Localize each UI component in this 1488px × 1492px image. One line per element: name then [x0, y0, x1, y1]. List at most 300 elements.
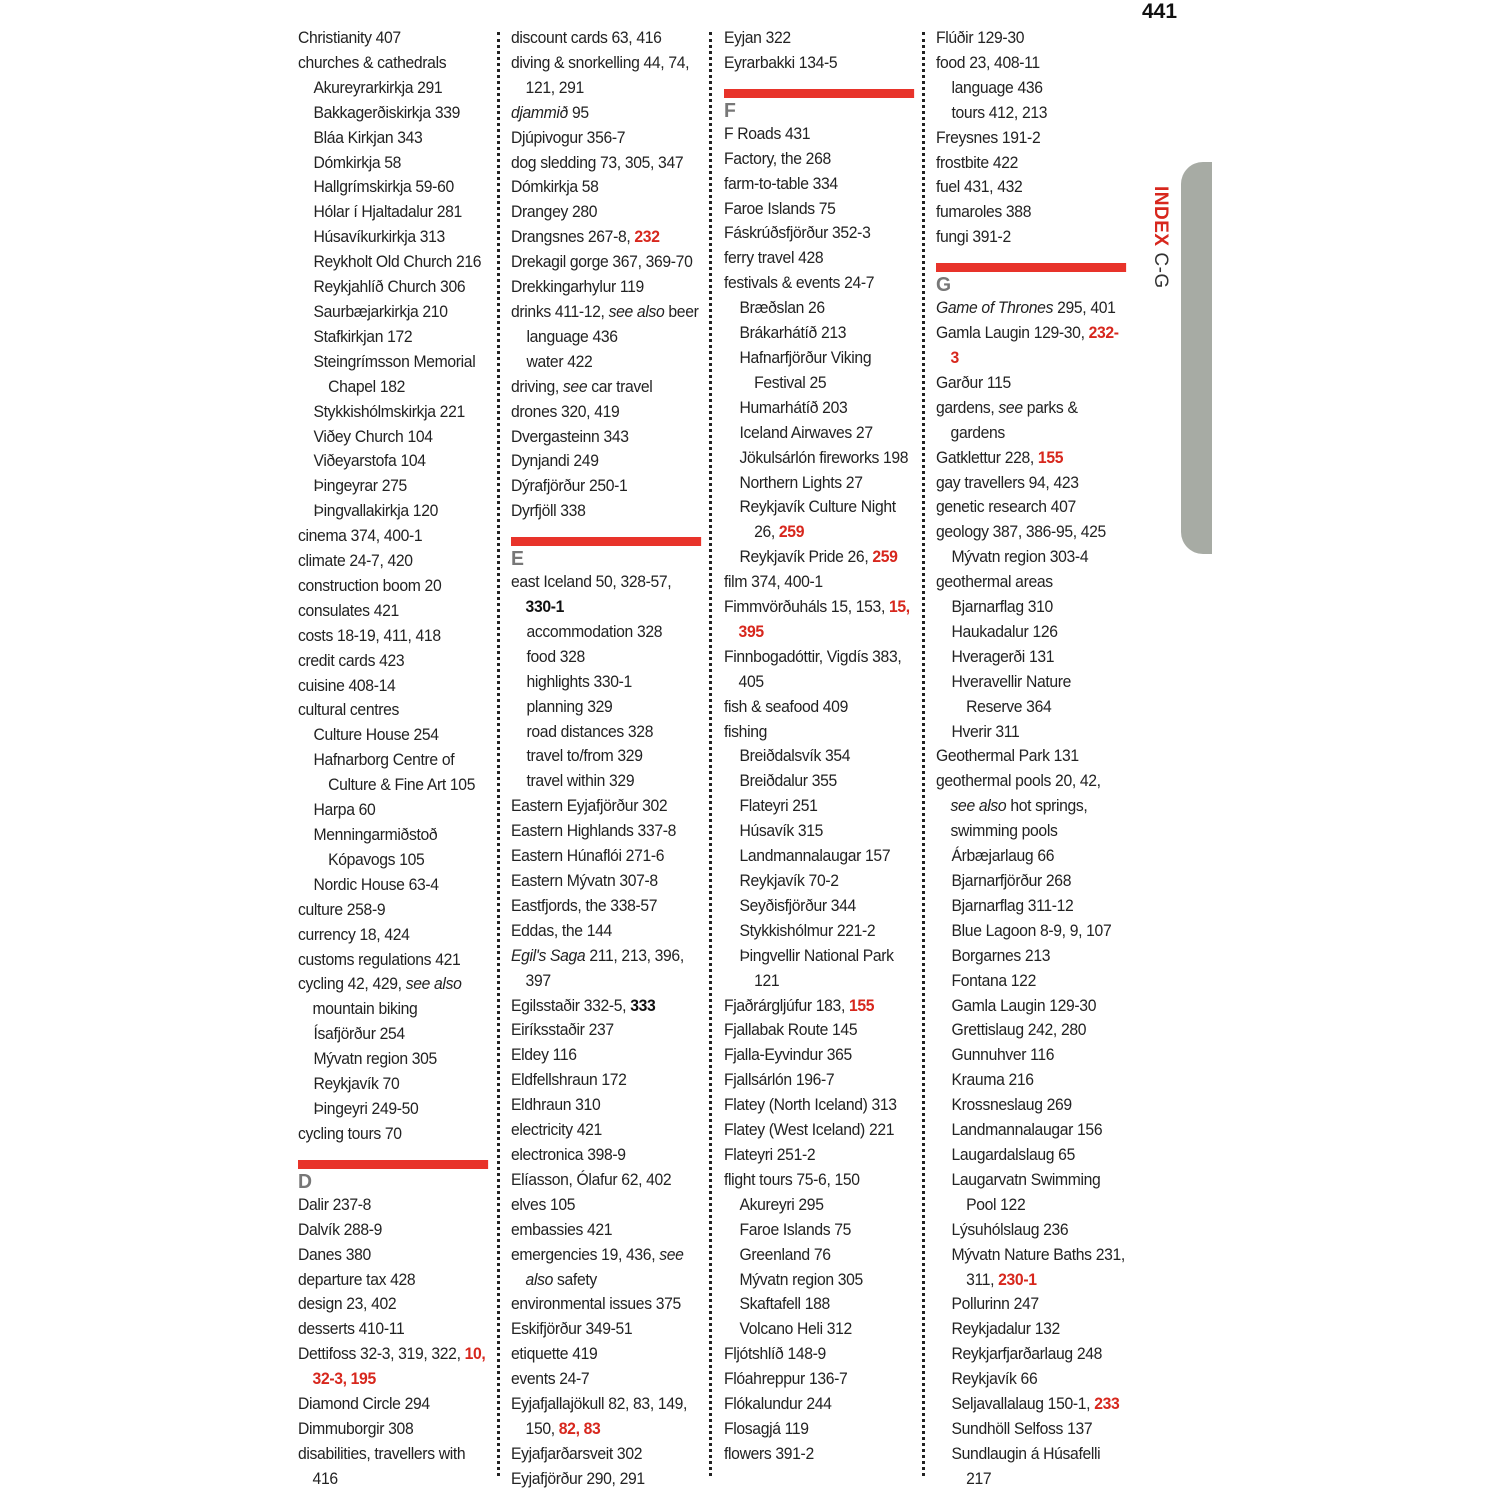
- index-entry: [936, 1043, 1126, 1068]
- page-number: 441: [1142, 0, 1178, 23]
- index-entry: [298, 1268, 488, 1293]
- index-entry: [298, 1097, 488, 1122]
- entry-text: Drekkingarhylur 119: [511, 278, 644, 297]
- entry-text: film 374, 400-1: [724, 573, 823, 592]
- entry-text: Eastern Highlands 337-8: [511, 822, 677, 841]
- index-entry: [724, 545, 914, 570]
- index-entry: [511, 1118, 701, 1143]
- cross-reference: see: [998, 398, 1023, 417]
- index-entry: [936, 175, 1126, 200]
- index-entry: [936, 1442, 1126, 1492]
- entry-text: Fjaðrárgljúfur 183,: [724, 996, 850, 1015]
- entry-text: Reykjavík 70-2: [739, 872, 839, 890]
- index-entry: [298, 1392, 488, 1417]
- entry-text: Stykkishólmur 221-2: [739, 921, 876, 940]
- entry-text: Faroe Islands 75: [739, 1220, 852, 1239]
- index-entry: [298, 873, 488, 898]
- index-entry: [936, 869, 1126, 894]
- index-entry: [511, 175, 701, 200]
- index-entry: [724, 1417, 914, 1442]
- index-entry: [936, 969, 1126, 994]
- entry-text: embassies 421: [511, 1220, 613, 1239]
- entry-text: Fimmvörðuháls 15, 153,: [724, 598, 889, 617]
- entry-text: geothermal areas: [936, 573, 1053, 592]
- index-entry: [724, 919, 914, 944]
- entry-text: Eldfellshraun 172: [511, 1071, 627, 1090]
- entry-text: Faroe Islands 75: [724, 199, 836, 218]
- index-entry: [298, 474, 488, 499]
- entry-text: Dómkirkja 58: [313, 153, 402, 172]
- entry-text: Þingvallakirkja 120: [313, 502, 438, 521]
- index-entry: [298, 1417, 488, 1442]
- entry-text: Culture House 254: [313, 726, 439, 745]
- entry-text: Eyrarbakki 134-5: [724, 53, 838, 72]
- ref-separator: ,: [342, 1370, 351, 1389]
- cross-reference: see also: [405, 975, 462, 994]
- index-entry: [298, 300, 488, 325]
- entry-text: Eastern Eyjafjörður 302: [511, 797, 668, 816]
- index-entry: [511, 1043, 701, 1068]
- entry-text: accommodation 328: [526, 622, 663, 641]
- entry-text: Brákarhátíð 213: [739, 324, 847, 343]
- entry-text: Reykjavík 66: [951, 1370, 1038, 1389]
- index-entry: [298, 1442, 488, 1492]
- index-entry: [724, 720, 914, 745]
- entry-text: environmental issues 375: [511, 1295, 681, 1314]
- entry-text: Dynjandi 249: [511, 452, 599, 471]
- index-entry: [511, 1068, 701, 1093]
- entry-text: Blue Lagoon 8-9, 9, 107: [951, 921, 1112, 940]
- entry-text: flowers 391-2: [724, 1444, 814, 1463]
- entry-text: Viðey Church 104: [313, 427, 433, 446]
- photo-page-ref: 83: [583, 1419, 601, 1438]
- index-entry: [511, 570, 701, 620]
- entry-text: Danes 380: [298, 1245, 371, 1264]
- cross-reference-target: hot springs, swimming pools: [950, 797, 1088, 841]
- index-entry: [936, 446, 1126, 471]
- entry-text: Northern Lights 27: [739, 473, 863, 492]
- entry-text: Þingeyri 249-50: [313, 1099, 419, 1118]
- entry-text: Flúðir 129-30: [936, 29, 1025, 47]
- section-divider-bar: [936, 263, 1126, 272]
- map-page-ref: 330-1: [525, 598, 565, 617]
- index-entry: [298, 425, 488, 450]
- index-entry: [936, 844, 1126, 869]
- index-entry: [511, 720, 701, 745]
- entry-text: Borgarnes 213: [951, 946, 1051, 965]
- index-entry: [511, 894, 701, 919]
- photo-page-ref: 32-3: [312, 1370, 343, 1389]
- entry-text: Hveravellir Nature Reserve 364: [951, 672, 1072, 716]
- entry-text: Iceland Airwaves 27: [739, 423, 873, 442]
- entry-text: Djúpivogur 356-7: [511, 128, 626, 147]
- entry-text: Eyjafjörður 290, 291: [511, 1469, 645, 1488]
- entry-text: events 24-7: [511, 1370, 590, 1389]
- index-entry: [936, 26, 1126, 51]
- index-entry: [936, 396, 1126, 446]
- index-column-1: [298, 26, 488, 1492]
- photo-page-ref: 195: [350, 1370, 376, 1389]
- index-entry: [298, 1317, 488, 1342]
- entry-text: Fontana 122: [951, 971, 1036, 990]
- index-entry: [936, 296, 1126, 321]
- index-entry: [298, 126, 488, 151]
- index-entry: [936, 471, 1126, 496]
- entry-text: genetic research 407: [936, 498, 1076, 517]
- entry-text: Menningarmiðstoð Kópavogs 105: [313, 826, 438, 869]
- entry-text: fishing: [724, 722, 768, 741]
- index-entry: [936, 1392, 1126, 1417]
- index-entry: [511, 400, 701, 425]
- index-entry: [936, 1068, 1126, 1093]
- index-entry: [724, 1193, 914, 1218]
- index-entry: [724, 1018, 914, 1043]
- entry-text: Eastern Mývatn 307-8: [511, 872, 658, 890]
- entry-text: Dómkirkja 58: [511, 178, 599, 197]
- cross-reference: see also: [608, 302, 665, 321]
- index-entry: [298, 200, 488, 225]
- index-entry: [936, 1317, 1126, 1342]
- index-entry: [511, 1018, 701, 1043]
- index-entry: [724, 1093, 914, 1118]
- index-column-3: [724, 26, 914, 1467]
- index-entry: [298, 923, 488, 948]
- entry-text: Reykjarfjarðarlaug 248: [951, 1345, 1103, 1364]
- index-entry: [298, 101, 488, 126]
- index-entry: [511, 944, 701, 994]
- index-entry: [724, 446, 914, 471]
- index-entry: [298, 948, 488, 973]
- entry-text: Haukadalur 126: [951, 622, 1058, 641]
- cross-reference-target: mountain biking: [312, 1000, 418, 1019]
- index-entry: [936, 495, 1126, 520]
- entry-text: geology 387, 386-95, 425: [936, 523, 1106, 542]
- entry-text: Laugardalslaug 65: [951, 1145, 1075, 1164]
- entry-text: Geothermal Park 131: [936, 747, 1079, 766]
- index-entry: [724, 172, 914, 197]
- entry-text: Gamla Laugin 129-30,: [936, 324, 1089, 343]
- index-entry: [724, 1268, 914, 1293]
- entry-text: flight tours 75-6, 150: [724, 1170, 860, 1189]
- index-entry: [298, 400, 488, 425]
- index-entry: [936, 994, 1126, 1019]
- section-divider-bar: [724, 89, 914, 98]
- entry-text: Jökulsárlón fireworks 198: [739, 448, 909, 467]
- index-entry: [511, 844, 701, 869]
- entry-text: Húsavík 315: [739, 822, 824, 841]
- index-entry: [936, 919, 1126, 944]
- index-entry: [298, 898, 488, 923]
- index-entry: [936, 620, 1126, 645]
- section-letter: E: [511, 548, 524, 571]
- entry-text: Landmannalaugar 156: [951, 1121, 1103, 1140]
- entry-text: ferry travel 428: [724, 249, 824, 268]
- entry-text: Lýsuhólslaug 236: [951, 1220, 1069, 1239]
- index-entry: [298, 972, 488, 1022]
- entry-text: Elíasson, Ólafur 62, 402: [511, 1170, 672, 1189]
- index-entry: [298, 1243, 488, 1268]
- entry-text: Christianity 407: [298, 29, 401, 47]
- index-entry: [511, 869, 701, 894]
- index-entry: [511, 300, 701, 325]
- index-entry: [724, 944, 914, 994]
- entry-text: Dimmuborgir 308: [298, 1419, 414, 1438]
- index-entry: [724, 1218, 914, 1243]
- index-entry: [511, 1243, 701, 1293]
- index-entry: [298, 574, 488, 599]
- entry-text: 211, 213, 396, 397: [525, 946, 684, 990]
- index-entry: [936, 1292, 1126, 1317]
- column-divider: [497, 32, 500, 1476]
- cross-reference-target: parks & gardens: [950, 398, 1078, 442]
- index-entry: [724, 744, 914, 769]
- entry-text: Reykjavík Culture Night 26,: [739, 498, 896, 542]
- entry-text: Humarhátíð 203: [739, 398, 848, 417]
- index-entry: [724, 1392, 914, 1417]
- entry-text: Eyjafjarðarsveit 302: [511, 1444, 643, 1463]
- index-entry: [724, 221, 914, 246]
- section-letter: F: [724, 99, 736, 122]
- index-entry: [936, 225, 1126, 250]
- entry-text: Mývatn Nature Baths 231, 311,: [951, 1245, 1125, 1289]
- index-entry: [298, 723, 488, 748]
- ref-separator: ,: [481, 1345, 486, 1364]
- index-entry: [936, 1367, 1126, 1392]
- index-entry: [511, 449, 701, 474]
- index-entry: [511, 994, 701, 1019]
- entry-text: gay travellers 94, 423: [936, 473, 1079, 492]
- index-column-4: [936, 26, 1126, 1492]
- index-entry: [724, 1068, 914, 1093]
- entry-text: Bjarnarflag 311-12: [951, 896, 1074, 915]
- entry-text: farm-to-table 334: [724, 174, 838, 193]
- entry-text: Harpa 60: [313, 801, 376, 820]
- index-entry: [511, 744, 701, 769]
- index-entry: [298, 250, 488, 275]
- index-entry: [936, 151, 1126, 176]
- index-entry: [511, 26, 701, 51]
- entry-text: language 436: [951, 78, 1043, 97]
- entry-text: driving,: [511, 377, 563, 396]
- index-entry: [511, 1193, 701, 1218]
- index-entry: [511, 919, 701, 944]
- entry-text: cycling tours 70: [298, 1124, 402, 1143]
- entry-text: Eldhraun 310: [511, 1096, 601, 1115]
- entry-text: Landmannalaugar 157: [739, 847, 891, 866]
- index-entry: [724, 26, 914, 51]
- entry-title-italic: Egil's Saga: [511, 946, 586, 965]
- entry-text: Freysnes 191-2: [936, 128, 1041, 147]
- index-entry: [511, 1093, 701, 1118]
- entry-text: Flóahreppur 136-7: [724, 1370, 848, 1389]
- entry-text: Factory, the 268: [724, 149, 831, 168]
- entry-text: Breiðdalsvík 354: [739, 747, 851, 766]
- index-entry: [724, 645, 914, 695]
- cross-reference-target: car travel: [587, 377, 653, 396]
- index-entry: [724, 1043, 914, 1068]
- index-entry: [298, 748, 488, 798]
- entry-text: Þingeyrar 275: [313, 477, 407, 496]
- entry-text: Eyjan 322: [724, 29, 791, 47]
- index-entry: [511, 1367, 701, 1392]
- entry-text: Stykkishólmskirkja 221: [313, 402, 465, 421]
- entry-text: currency 18, 424: [298, 925, 410, 944]
- photo-page-ref: 259: [872, 548, 898, 567]
- entry-text: Reykjahlíð Church 306: [313, 278, 466, 297]
- entry-text: etiquette 419: [511, 1345, 598, 1364]
- entry-text: frostbite 422: [936, 153, 1019, 172]
- index-entry: [511, 1392, 701, 1442]
- index-entry: [511, 1442, 701, 1467]
- index-entry: [724, 1317, 914, 1342]
- entry-text: costs 18-19, 411, 418: [298, 626, 441, 645]
- entry-text: tours 412, 213: [951, 103, 1048, 122]
- photo-page-ref: 233: [1094, 1395, 1120, 1414]
- entry-text: Ísafjörður 254: [313, 1025, 405, 1044]
- index-entry: [724, 1342, 914, 1367]
- entry-text: Stafkirkjan 172: [313, 327, 413, 346]
- cross-reference: see also: [525, 1245, 684, 1289]
- index-entry: [298, 823, 488, 873]
- index-entry: [511, 1143, 701, 1168]
- ref-separator: ,: [905, 598, 910, 617]
- entry-text: Seljavallalaug 150-1,: [951, 1395, 1095, 1414]
- entry-text: Sundlaugin á Húsafelli 217: [951, 1444, 1101, 1488]
- entry-text: fuel 431, 432: [936, 178, 1023, 197]
- photo-page-ref: 230-1: [998, 1270, 1037, 1289]
- index-entry: [724, 346, 914, 396]
- entry-text: cycling 42, 429,: [298, 975, 406, 994]
- index-entry: [298, 1342, 488, 1392]
- index-entry: [724, 1442, 914, 1467]
- index-entry: [511, 670, 701, 695]
- index-entry: [724, 595, 914, 645]
- entry-text: emergencies 19, 436,: [511, 1245, 660, 1264]
- index-entry: [298, 350, 488, 400]
- side-tab: [1181, 162, 1212, 554]
- index-entry: [511, 1317, 701, 1342]
- entry-text: Hafnarborg Centre of Culture & Fine Art 105: [313, 751, 476, 795]
- entry-text: Reykjavík Pride 26,: [739, 548, 873, 567]
- index-entry: [724, 1243, 914, 1268]
- index-entry: [724, 794, 914, 819]
- entry-text: Flosagjá 119: [724, 1419, 809, 1438]
- index-entry: [511, 1168, 701, 1193]
- entry-text: water 422: [526, 352, 593, 371]
- entry-text: desserts 410-11: [298, 1320, 405, 1339]
- index-entry: [298, 698, 488, 723]
- index-entry: [724, 769, 914, 794]
- cross-reference-target: beer: [664, 302, 699, 321]
- index-entry: [936, 51, 1126, 76]
- index-entry: [724, 894, 914, 919]
- index-entry: [936, 1018, 1126, 1043]
- entry-text: Flateyri 251-2: [724, 1145, 816, 1164]
- entry-text: geothermal pools 20, 42,: [936, 772, 1101, 791]
- index-entry: [724, 122, 914, 147]
- index-entry: [511, 275, 701, 300]
- index-entry: [298, 1047, 488, 1072]
- entry-text: Reykholt Old Church 216: [313, 253, 482, 272]
- index-entry: [936, 1118, 1126, 1143]
- index-entry: [936, 595, 1126, 620]
- entry-title-italic: Game of Thrones: [936, 299, 1054, 318]
- entry-text: diving & snorkelling 44, 74, 121, 291: [511, 53, 690, 97]
- index-entry: [936, 200, 1126, 225]
- entry-text: Drekagil gorge 367, 369-70: [511, 253, 693, 272]
- entry-text: fish & seafood 409: [724, 697, 848, 716]
- index-entry: [511, 1292, 701, 1317]
- index-entry: [936, 545, 1126, 570]
- entry-text: Viðeyarstofa 104: [313, 452, 426, 471]
- entry-text: credit cards 423: [298, 651, 405, 670]
- index-entry: [298, 649, 488, 674]
- index-entry: [511, 819, 701, 844]
- entry-text: Eiríksstaðir 237: [511, 1021, 614, 1040]
- entry-text: Egilsstaðir 332-5,: [511, 996, 631, 1015]
- index-entry: [298, 1122, 488, 1147]
- entry-text: Húsavíkurkirkja 313: [313, 228, 445, 247]
- entry-text: festivals & events 24-7: [724, 274, 875, 293]
- entry-text: departure tax 428: [298, 1270, 416, 1289]
- index-entry: [936, 1168, 1126, 1218]
- index-entry: [724, 1143, 914, 1168]
- entry-text: Laugarvatn Swimming Pool 122: [951, 1170, 1101, 1214]
- index-entry: [724, 1168, 914, 1193]
- index-entry: [298, 325, 488, 350]
- index-entry: [936, 101, 1126, 126]
- entry-text: Grettislaug 242, 280: [951, 1021, 1087, 1040]
- section-letter: D: [298, 1170, 312, 1193]
- entry-text: disabilities, travellers with 416: [298, 1444, 466, 1488]
- index-entry: [511, 769, 701, 794]
- column-divider: [709, 32, 712, 1476]
- index-entry: [511, 620, 701, 645]
- index-entry: [936, 1218, 1126, 1243]
- index-entry: [298, 175, 488, 200]
- index-entry: [511, 151, 701, 176]
- entry-text: Volcano Heli 312: [739, 1320, 852, 1339]
- entry-text: construction boom 20: [298, 576, 442, 595]
- entry-text: Nordic House 63-4: [313, 875, 439, 894]
- entry-text: Hallgrímskirkja 59-60: [313, 178, 454, 197]
- index-entry: [724, 844, 914, 869]
- index-entry: [298, 1193, 488, 1218]
- index-entry: [511, 1218, 701, 1243]
- map-page-ref: 333: [630, 996, 656, 1015]
- index-entry: [511, 325, 701, 350]
- entry-text: Bláa Kirkjan 343: [313, 128, 423, 147]
- entry-text: Eskifjörður 349-51: [511, 1320, 633, 1339]
- side-tab-range: C-G: [1150, 252, 1171, 289]
- index-entry: [298, 275, 488, 300]
- entry-text: Mývatn region 305: [313, 1050, 437, 1069]
- entry-text: Hverir 311: [951, 722, 1020, 741]
- entry-text: discount cards 63, 416: [511, 29, 662, 47]
- entry-text: Þingvellir National Park 121: [739, 946, 894, 990]
- index-entry: [298, 26, 488, 51]
- entry-text: Greenland 76: [739, 1245, 831, 1264]
- index-entry: [724, 246, 914, 271]
- index-entry: [936, 894, 1126, 919]
- entry-text: Krossneslaug 269: [951, 1096, 1072, 1115]
- index-entry: [724, 51, 914, 76]
- entry-text: Sundhöll Selfoss 137: [951, 1419, 1093, 1438]
- section-divider-bar: [511, 537, 701, 546]
- index-entry: [936, 670, 1126, 720]
- entry-text: food 328: [526, 647, 585, 666]
- index-entry: [724, 869, 914, 894]
